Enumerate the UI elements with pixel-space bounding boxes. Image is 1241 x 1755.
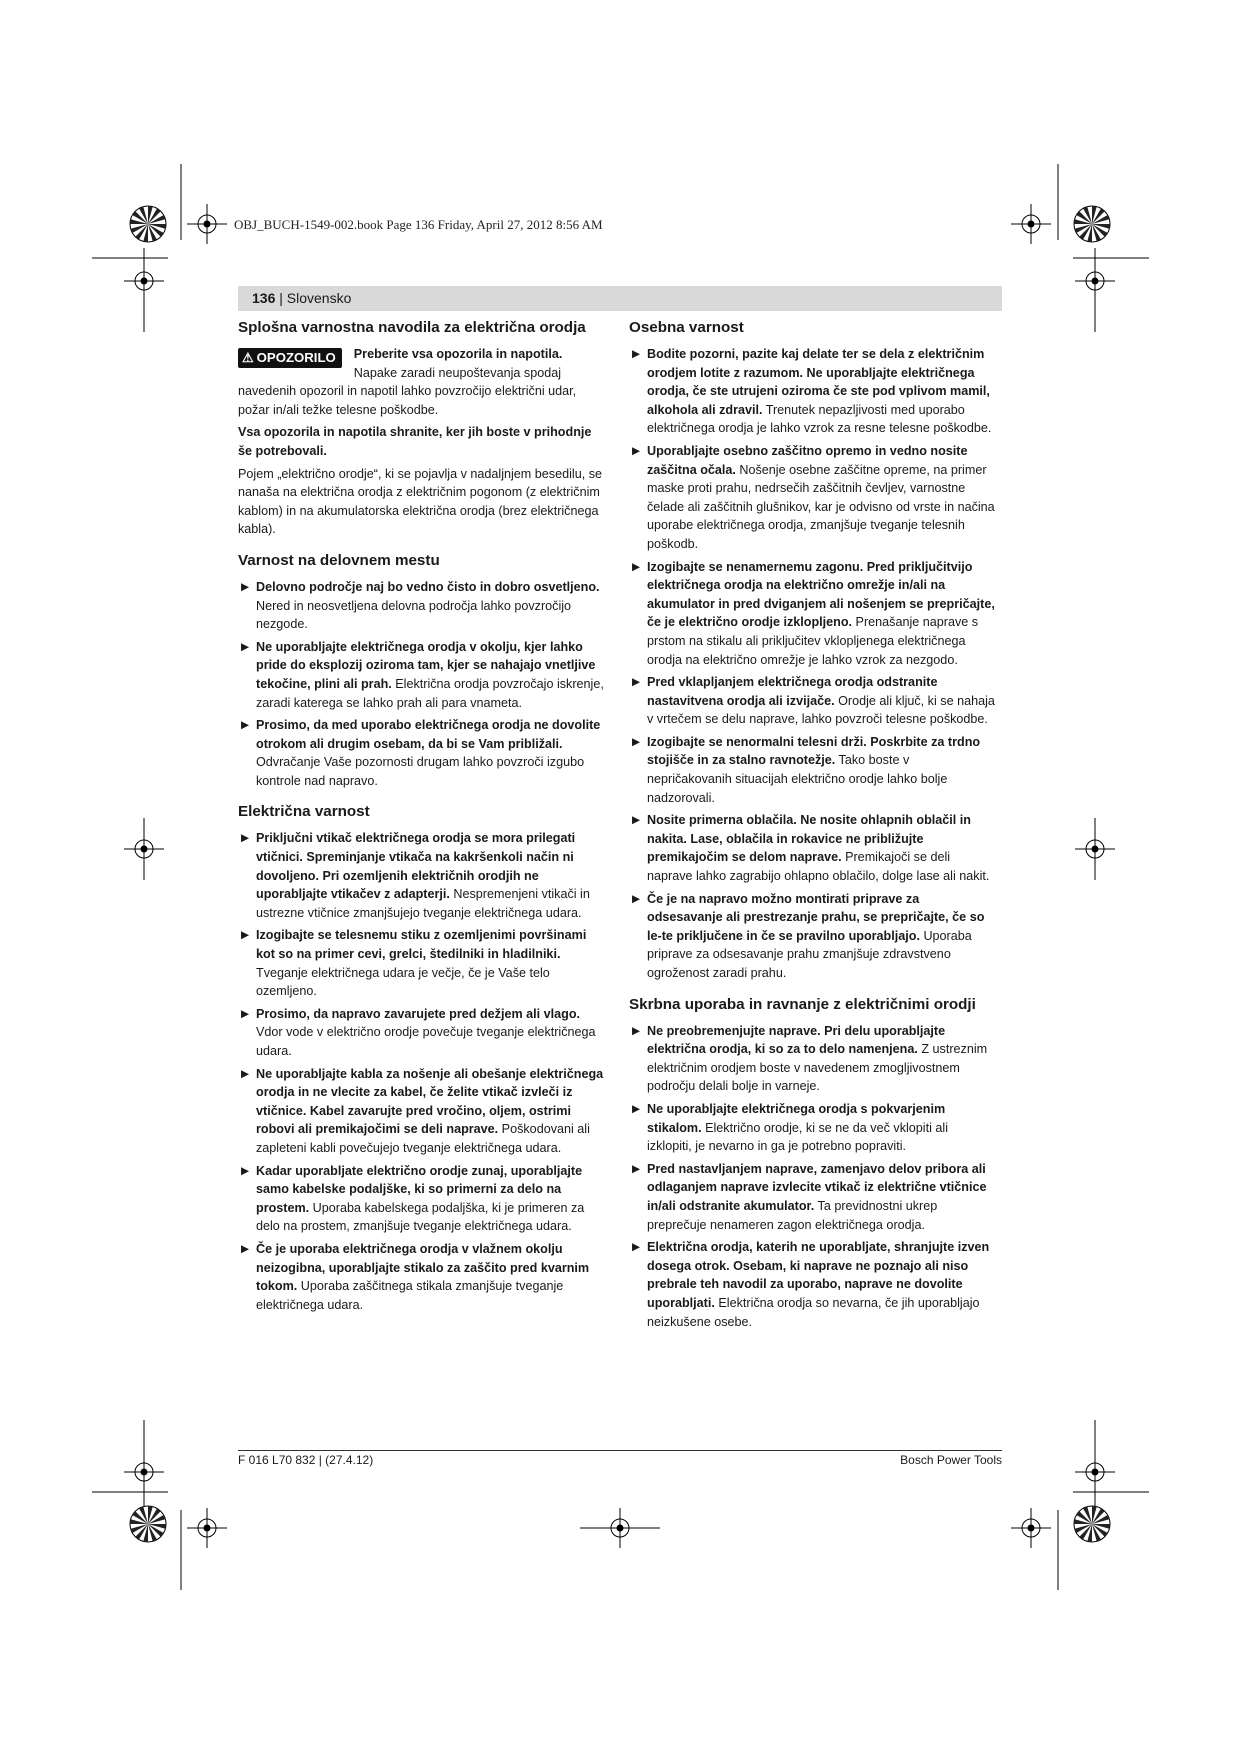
item-bold-text: Nosite primerna oblačila. Ne nosite ohlapnih oblačil in nakita. Lase, oblačila in rokavice ne približujte premikajočim se delom naprave. xyxy=(647,813,972,865)
list-item xyxy=(629,733,995,807)
bullet-arrow-icon: ▶ xyxy=(632,1241,641,1254)
bullet-arrow-icon: ▶ xyxy=(632,560,641,573)
item-text: Uporaba priprave za odsesavanje prahu zmanjšuje zdravstveno ogroženost zaradi prahu. xyxy=(647,928,972,980)
personal-list xyxy=(629,345,995,983)
list-item xyxy=(238,1240,604,1314)
list-item xyxy=(629,1022,995,1096)
warning-text: Napake zaradi neupoštevanja spodaj navedenih opozoril in napotil lahko povzročijo električni udar, požar in/ali težke telesne poškodbe. xyxy=(238,365,577,417)
definition-text: Pojem „električno orodje“, ki se pojavlja v nadaljnjem besedilu, se nanaša na električna orodja z električnim pogonom (z električnim kablom) in na akumulatorska električna orodja (brez električnega kabla). xyxy=(238,466,603,537)
item-bold-text: Ne uporabljajte električnega orodja v okolju, kjer lahko pride do eksplozij oziroma tam, kjer se nahajajo vnetljive tekočine, plini ali prah. xyxy=(256,639,596,691)
list-item xyxy=(238,1065,604,1158)
print-job-info: OBJ_BUCH-1549-002.book Page 136 Friday, April 27, 2012 8:56 AM xyxy=(234,217,603,232)
bullet-arrow-icon: ▶ xyxy=(241,1007,250,1020)
list-item xyxy=(238,578,604,634)
bullet-arrow-icon: ▶ xyxy=(632,1162,641,1175)
electrical-list xyxy=(238,829,604,1314)
item-text: Prenašanje naprave s prstom na stikalu ali priključitev vklopljenega električnega orodja na električno omrežje je lahko vzrok za nezgodo. xyxy=(647,615,979,667)
bullet-arrow-icon: ▶ xyxy=(632,1024,641,1037)
warning-block xyxy=(238,345,604,419)
work-area-list xyxy=(238,578,604,791)
section-title-work-area: Varnost na delovnem mestu xyxy=(238,551,440,569)
item-bold-text: Izogibajte se telesnemu stiku z ozemljenimi površinami kot so na primer cevi, grelci, štedilniki in hladilniki. xyxy=(256,928,587,962)
bullet-arrow-icon: ▶ xyxy=(241,640,250,653)
item-text: Nered in neosvetljena delovna področja lahko povzročijo nezgode. xyxy=(256,598,572,632)
item-text: Trenutek nepazljivosti med uporabo električnega orodja je lahko vzrok za resne telesne poškodbe. xyxy=(647,402,992,436)
item-text: Tako boste v nepričakovanih situacijah električno orodje lahko bolje nadzorovali. xyxy=(647,753,948,805)
bullet-arrow-icon: ▶ xyxy=(241,580,250,593)
list-item xyxy=(629,673,995,729)
save-note: Vsa opozorila in napotila shranite, ker jih boste v prihodnje še potrebovali. xyxy=(238,425,592,458)
page-number: 136 xyxy=(252,290,276,306)
header-language: Slovensko xyxy=(286,290,352,306)
item-bold-text: Delovno področje naj bo vedno čisto in dobro osvetljeno. xyxy=(256,579,600,594)
warning-label: OPOZORILO xyxy=(256,350,336,365)
list-item xyxy=(629,558,995,670)
item-text: Tveganje električnega udara je večje, če je Vaše telo ozemljeno. xyxy=(256,965,550,999)
item-text: Poškodovani ali zapleteni kabli povečujejo tveganje električnega udara. xyxy=(256,1122,590,1155)
bullet-arrow-icon: ▶ xyxy=(632,892,641,905)
list-item xyxy=(629,442,995,554)
item-text: Uporaba zaščitnega stikala zmanjšuje tveganje električnega udara. xyxy=(256,1279,564,1312)
bullet-arrow-icon: ▶ xyxy=(241,1067,250,1080)
item-text: Premikajoči se deli naprave lahko zagrabijo ohlapno oblačilo, dolge lase ali nakit. xyxy=(647,850,990,884)
right-column xyxy=(629,318,995,1335)
item-text: Vdor vode v električno orodje povečuje tveganje električnega udara. xyxy=(256,1025,596,1058)
item-bold-text: Če je na napravo možno montirati priprave za odsesavanje ali prestrezanje prahu, se prepričajte, če so le-te priključene in če se pravilno uporabljajo. xyxy=(647,891,985,943)
list-item xyxy=(629,811,995,885)
warning-badge xyxy=(238,348,342,368)
bullet-arrow-icon: ▶ xyxy=(632,814,641,827)
item-bold-text: Če je uporaba električnega orodja v vlažnem okolju neizogibna, uporabljajte stikalo za zaščito pred kvarnim tokom. xyxy=(256,1241,590,1294)
item-bold-text: Ne preobremenjujte naprave. Pri delu uporabljajte električna orodja, ki so za to delo namenjena. xyxy=(647,1023,946,1057)
page-header xyxy=(252,290,351,306)
item-text: Električna orodja povzročajo iskrenje, zaradi katerega se lahko prah ali para vnameta. xyxy=(256,676,604,710)
bullet-arrow-icon: ▶ xyxy=(241,1164,250,1177)
item-bold-text: Kadar uporabljate električno orodje zunaj, uporabljajte samo kabelske podaljške, ki so primerni za delo na prostem. xyxy=(256,1163,583,1215)
item-text: Odvračanje Vaše pozornosti drugam lahko povzroči izgubo kontrole nad napravo. xyxy=(256,755,585,788)
footer-doc-code: F 016 L70 832 | (27.4.12) xyxy=(238,1453,374,1467)
list-item xyxy=(629,345,995,438)
item-text: Nespremenjeni vtikači in ustrezne vtičnice zmanjšujejo tveganje električnega udara. xyxy=(256,887,590,920)
item-text: Električna orodja so nevarna, če jih uporabljajo neizkušene osebe. xyxy=(647,1295,980,1329)
bullet-arrow-icon: ▶ xyxy=(241,1242,250,1255)
footer-divider xyxy=(238,1450,1002,1451)
section-title-careful-use: Skrbna uporaba in ravnanje z električnimi orodji xyxy=(629,995,976,1013)
section-title-personal: Osebna varnost xyxy=(629,319,744,336)
footer-brand: Bosch Power Tools xyxy=(900,1453,1002,1467)
item-text: Orodje ali ključ, ki se nahaja v vrtečem se delu naprave, lahko povzroči telesne poškodbe. xyxy=(647,693,995,727)
header-separator: | xyxy=(275,290,287,306)
item-bold-text: Ne uporabljajte kabla za nošenje ali obešanje električnega orodja in ne vlecite za kabel, če želite vtikač izvleči iz vtičnice. Kabel zavarujte pred vročino, oljem, ostrimi robovi ali premikajočimi se deli naprave. xyxy=(256,1066,604,1137)
item-bold-text: Pred vklapljanjem električnega orodja odstranite nastavitvena orodja ali izvijače. xyxy=(647,675,938,708)
list-item xyxy=(629,1160,995,1234)
item-bold-text: Izogibajte se nenormalni telesni drži. Poskrbite za trdno stojišče in za stalno ravnotežje. xyxy=(647,734,981,768)
item-bold-text: Prosimo, da napravo zavarujete pred dežjem ali vlago. xyxy=(256,1006,581,1021)
item-text: Nošenje osebne zaščitne opreme, na primer maske proti prahu, nedrsečih zaščitnih čevljev, varnostne čelade ali zaščitnih glušnikov, kar je odvisno od vrste in načina uporabe električnega orodja, zmanjšuje tveganje telesnih poškodb. xyxy=(647,462,995,551)
warning-icon: ⚠ xyxy=(242,350,254,365)
item-bold-text: Uporabljajte osebno zaščitno opremo in vedno nosite zaščitna očala. xyxy=(647,443,968,477)
bullet-arrow-icon: ▶ xyxy=(241,719,250,732)
list-item xyxy=(238,926,604,1000)
item-bold-text: Električna orodja, katerih ne uporabljate, shranjujte izven dosega otrok. Osebam, ki naprave ne poznajo ali niso prebrale teh navodil za uporabo, naprave ne dovolite uporabljati. xyxy=(647,1240,990,1310)
list-item xyxy=(629,890,995,983)
list-item xyxy=(629,1238,995,1331)
bullet-arrow-icon: ▶ xyxy=(632,676,641,689)
bullet-arrow-icon: ▶ xyxy=(632,348,641,360)
section-title-general: Splošna varnostna navodila za električna orodja xyxy=(238,319,586,336)
page-header-bar xyxy=(238,286,1002,311)
item-bold-text: Pred nastavljanjem naprave, zamenjavo delov pribora ali odlaganjem naprave izvlecite vtikač iz električne vtičnice in/ali odstranite akumulator. xyxy=(647,1161,987,1213)
item-bold-text: Priključni vtikač električnega orodja se mora prilegati vtičnici. Spreminjanje vtikača na kakršenkoli način ni dovoljeno. Pri ozemljenih električnih orodjih ne uporabljajte vtikačev z adapterji. xyxy=(256,831,576,902)
item-text: Ta previdnostni ukrep preprečuje nenameren zagon električnega orodja. xyxy=(647,1198,938,1232)
item-text: Z ustreznim električnim orodjem boste v navedenem zmogljivostnem področju delali bolje in varneje. xyxy=(647,1042,988,1094)
list-item xyxy=(238,1162,604,1236)
list-item xyxy=(238,829,604,922)
list-item xyxy=(238,1005,604,1061)
bullet-arrow-icon: ▶ xyxy=(632,444,641,457)
item-text: Uporaba kabelskega podaljška, ki je primeren za delo na prostem, zmanjšuje tveganje električnega udara. xyxy=(256,1200,585,1234)
bullet-arrow-icon: ▶ xyxy=(632,1102,641,1115)
bullet-arrow-icon: ▶ xyxy=(241,832,250,845)
item-bold-text: Izogibajte se nenamernemu zagonu. Pred priključitvijo električnega orodja na električno omrežje in/ali na akumulator in pred dviganjem ali nošenjem se prepričajte, če je električno orodje izklopljeno. xyxy=(647,559,995,630)
section-title-electrical: Električna varnost xyxy=(238,803,370,821)
left-column xyxy=(238,318,604,1318)
item-text: Električno orodje, ki se ne da več vklopiti ali izklopiti, je nevarno in ga je potrebno popraviti. xyxy=(647,1120,948,1154)
list-item xyxy=(238,716,604,790)
item-bold-text: Bodite pozorni, pazite kaj delate ter se dela z električnim orodjem lotite z razumom. Ne uporabljajte električnega orodja, če ste utrujeni oziroma če ste pod vplivom mamil, alkohola ali zdravil. xyxy=(647,347,990,417)
item-bold-text: Ne uporabljajte električnega orodja s pokvarjenim stikalom. xyxy=(647,1101,946,1135)
warning-bold: Preberite vsa opozorila in napotila. xyxy=(353,347,563,361)
list-item xyxy=(629,1100,995,1156)
bullet-arrow-icon: ▶ xyxy=(241,929,250,942)
careful-use-list xyxy=(629,1022,995,1332)
bullet-arrow-icon: ▶ xyxy=(632,735,641,748)
item-bold-text: Prosimo, da med uporabo električnega orodja ne dovolite otrokom ali drugim osebam, da bi se Vam približali. xyxy=(256,718,601,751)
list-item xyxy=(238,638,604,712)
